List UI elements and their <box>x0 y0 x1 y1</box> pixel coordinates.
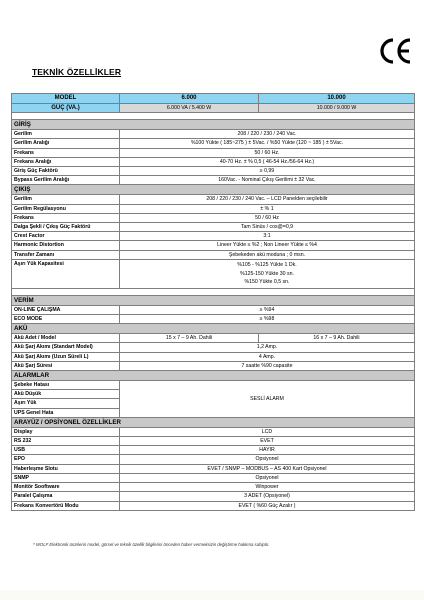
table-row <box>12 473 415 482</box>
spacer-row <box>12 288 415 295</box>
row-label: SNMP <box>12 473 120 482</box>
row-label: Gerilim Aralığı <box>12 139 120 148</box>
table-row <box>12 501 415 510</box>
table-row <box>12 148 415 157</box>
table-row <box>12 157 415 166</box>
table-row <box>12 130 415 139</box>
table-row <box>12 223 415 232</box>
table-row-overload <box>12 259 415 288</box>
row-label: ON-LINE ÇALIŞMA <box>12 305 120 314</box>
row-label: EPO <box>12 455 120 464</box>
row-label: Akü Adet / Model <box>12 334 120 343</box>
table-row <box>12 250 415 259</box>
table-row <box>12 176 415 185</box>
row-label: Gerilim Regülasyonu <box>12 204 120 213</box>
row-label: Akü Düşük <box>12 390 120 399</box>
row-label: Frekans Konvertörü Modu <box>12 501 120 510</box>
row-label: Giriş Güç Faktörü <box>12 167 120 176</box>
row-value: ≥ 0,99 <box>120 167 415 176</box>
row-label: Crest Factor <box>12 232 120 241</box>
row-label: ECO MODE <box>12 315 120 324</box>
row-label: RS 232 <box>12 437 120 446</box>
table-row <box>12 464 415 473</box>
row-value: Lineer Yükte ≤ %2 ; Non Lineer Yükte ≤ %4 <box>120 241 415 250</box>
row-value: ≥ %98 <box>120 315 415 324</box>
table-row <box>12 334 415 343</box>
row-label: Transfer Zamanı <box>12 250 120 259</box>
table-row <box>12 213 415 222</box>
row-value: 208 / 220 / 230 / 240 Vac. <box>120 130 415 139</box>
row-label: Akü Şarj Akımı (Uzun Süreli L) <box>12 352 120 361</box>
row-value: LCD <box>120 427 415 436</box>
model-label: MODEL <box>12 94 120 104</box>
row-value: 1,2 Amp. <box>120 343 415 352</box>
page-title: TEKNİK ÖZELLİKLER <box>32 67 122 77</box>
table-row <box>12 492 415 501</box>
spacer-row <box>12 113 415 120</box>
row-value: EVET ( %60 Güç Azalır ) <box>120 501 415 510</box>
power-10000: 10.000 / 9.000 W <box>259 104 415 113</box>
overload-line: %105 - %125 Yükte 1 Dk. <box>237 262 297 269</box>
power-label: GÜÇ (VA.) <box>12 104 120 113</box>
table-row <box>12 195 415 204</box>
table-row <box>12 167 415 176</box>
overload-line: %150 Yükte 0,5 sn. <box>244 279 290 286</box>
battery-count-10000: 16 x 7 – 9 Ah. Dahili <box>259 334 415 343</box>
row-value: HAYIR <box>120 446 415 455</box>
row-label: Dalga Şekli / Çıkış Güç Faktörü <box>12 223 120 232</box>
table-row <box>12 305 415 314</box>
row-label: Şebeke Hatası <box>12 381 120 390</box>
row-value: 7 saatte %90 capasite <box>120 361 415 370</box>
row-label: Paralel Çalışma <box>12 492 120 501</box>
section-verim <box>12 295 415 305</box>
row-label: Gerilim <box>12 195 120 204</box>
row-value: Opsiyonel <box>120 473 415 482</box>
spacer-cell <box>12 288 415 295</box>
row-value: EVET / SNMP – MODBUS – AS 400 Kart Opsiyonel <box>120 464 415 473</box>
row-value: %100 Yükte ( 185~275 ) ± 5Vac. / %50 Yükte (120 ~ 185 ) ± 5Vac. <box>120 139 415 148</box>
spacer-cell <box>12 113 415 120</box>
section-title: AKÜ <box>12 324 415 334</box>
table-row <box>12 352 415 361</box>
overload-line: %125-150 Yükte 30 sn. <box>240 270 294 277</box>
row-label: USB <box>12 446 120 455</box>
row-label: Harmonic Distortion <box>12 241 120 250</box>
section-title: GİRİŞ <box>12 120 415 130</box>
row-value: Tam Sinüs / cos@=0,9 <box>120 223 415 232</box>
footnote: * WOLF Elektronik ürünlerin model, görsel ve teknik özellik bilgilerini önceden haber vermeksizin değiştirme hakkına sahiptir. <box>33 542 270 547</box>
row-value: ≥ %94 <box>120 305 415 314</box>
row-value: 40-70 Hz. ± % 0,5 ( 46-54 Hz./56-64 Hz.) <box>120 157 415 166</box>
table-row <box>12 241 415 250</box>
table-row <box>12 232 415 241</box>
power-6000: 6.000 VA / 5.400 W <box>120 104 259 113</box>
section-title: ALARMLAR <box>12 371 415 381</box>
table-row <box>12 437 415 446</box>
section-aku <box>12 324 415 334</box>
spec-table <box>11 93 415 511</box>
row-value: EVET <box>120 437 415 446</box>
table-row <box>12 315 415 324</box>
model-10000: 10.000 <box>259 94 415 104</box>
row-value: Opsiyonel <box>120 455 415 464</box>
row-label: Bypass Gerilim Aralığı <box>12 176 120 185</box>
section-title: ARAYÜZ / OPSİYONEL ÖZELLİKLER <box>12 417 415 427</box>
row-label: Monitör Sooftware <box>12 483 120 492</box>
row-value: 4 Amp. <box>120 352 415 361</box>
row-label: Display <box>12 427 120 436</box>
section-alarmlar <box>12 371 415 381</box>
section-title: ÇIKIŞ <box>12 185 415 195</box>
battery-count-6000: 15 x 7 – 9 Ah. Dahili <box>120 334 259 343</box>
table-row <box>12 483 415 492</box>
row-value: Şebekeden akü moduna ; 0 msn. <box>120 250 415 259</box>
table-row <box>12 446 415 455</box>
power-row <box>12 104 415 113</box>
row-value: ± % 1 <box>120 204 415 213</box>
row-value: 160Vac. - Nominal Çıkış Gerilimi ± 32 Vac. <box>120 176 415 185</box>
table-row <box>12 381 415 390</box>
row-value: Winpower <box>120 483 415 492</box>
table-row <box>12 204 415 213</box>
row-label: Aşırı Yük <box>12 399 120 408</box>
row-label: Gerilim <box>12 130 120 139</box>
row-label: Akü Şarj Akımı (Standart Model) <box>12 343 120 352</box>
table-row <box>12 455 415 464</box>
table-row <box>12 361 415 370</box>
overload-values <box>120 259 415 288</box>
row-label: Frekans Aralığı <box>12 157 120 166</box>
row-value: 3 ADET (Opsiyonel) <box>120 492 415 501</box>
alarm-value: SESLİ ALARM <box>120 381 415 418</box>
model-6000: 6.000 <box>120 94 259 104</box>
row-label: Haberleşme Slotu <box>12 464 120 473</box>
page-bottom-strip <box>0 590 424 600</box>
section-title: VERİM <box>12 295 415 305</box>
row-value: 3:1 <box>120 232 415 241</box>
row-label: UPS Genel Hata <box>12 408 120 417</box>
section-cikis <box>12 185 415 195</box>
row-value: 50 / 60 Hz. <box>120 148 415 157</box>
row-value: 50 / 60 Hz <box>120 213 415 222</box>
row-label: Frekans <box>12 148 120 157</box>
row-label: Aşırı Yük Kapasitesi <box>12 259 120 288</box>
model-row <box>12 94 415 104</box>
section-giris <box>12 120 415 130</box>
ce-mark-logo <box>377 36 413 66</box>
table-row <box>12 427 415 436</box>
row-value: 208 / 220 / 230 / 240 Vac. – LCD Panelden seçilebilir <box>120 195 415 204</box>
row-label: Akü Şarj Süresi <box>12 361 120 370</box>
table-row <box>12 139 415 148</box>
section-arayuz <box>12 417 415 427</box>
row-label: Frekans <box>12 213 120 222</box>
table-row <box>12 343 415 352</box>
